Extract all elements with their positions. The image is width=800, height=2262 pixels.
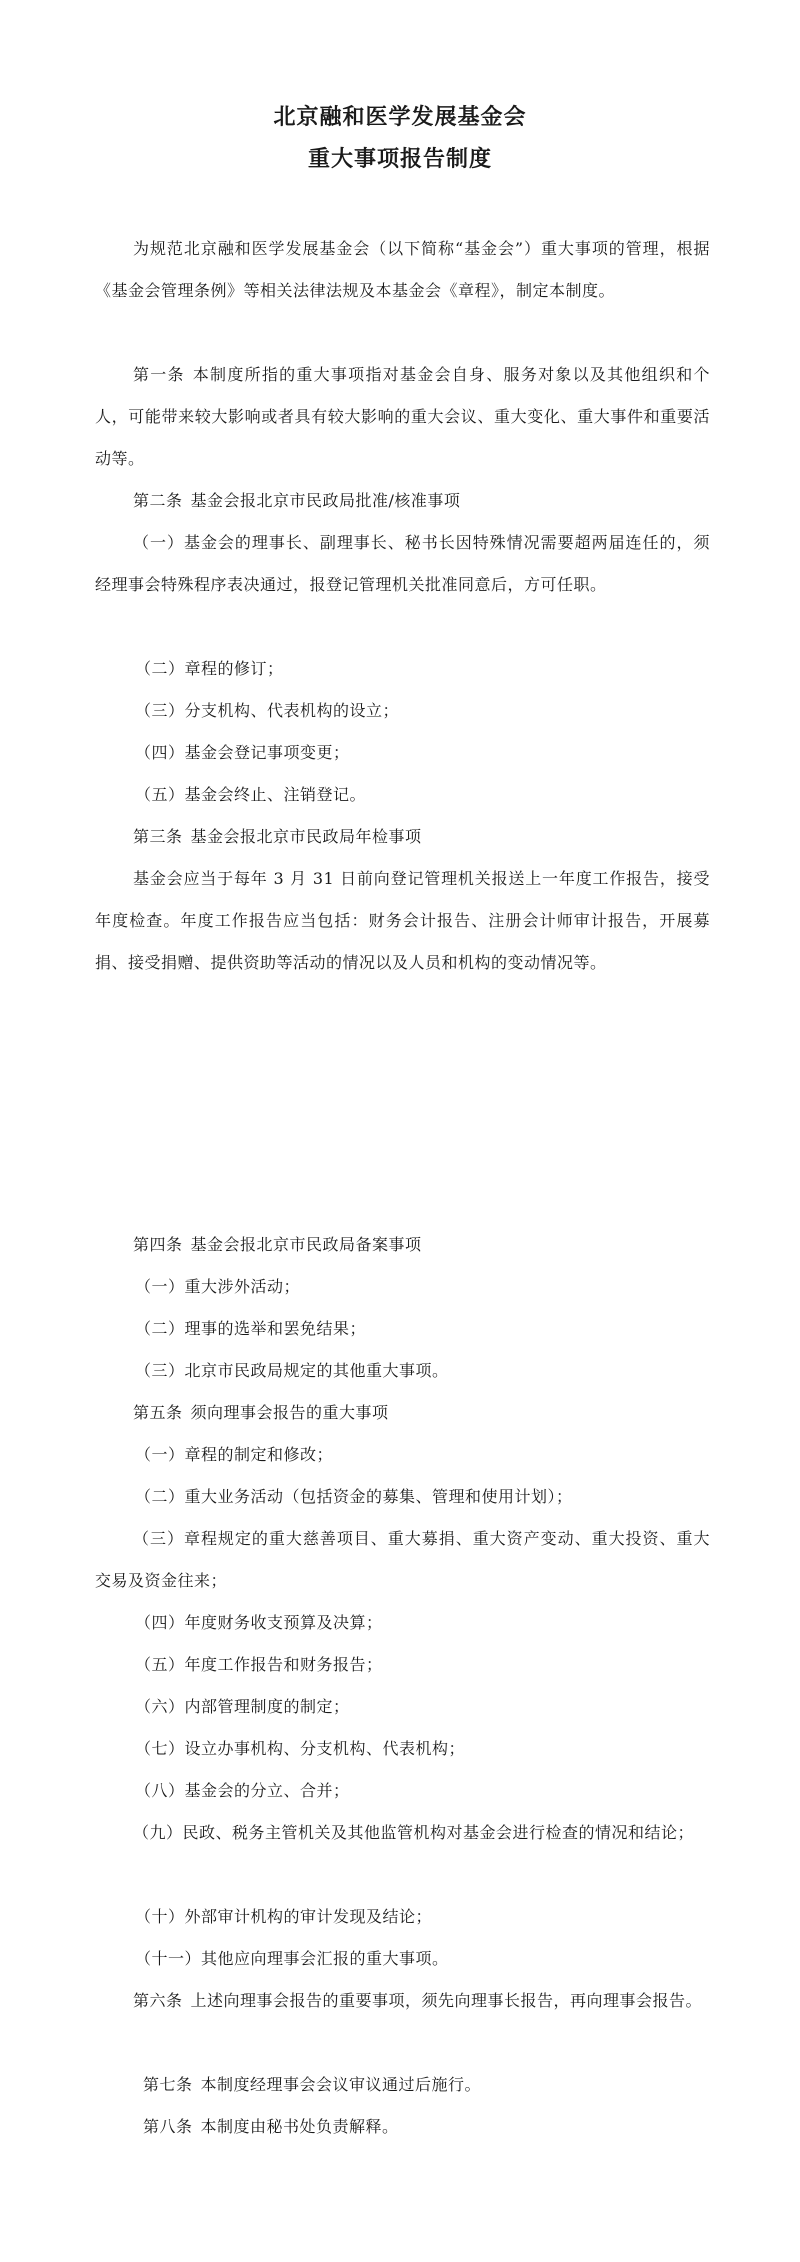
article-4-item-1: （一）重大涉外活动； [135, 1277, 301, 1296]
article-2-item-4: （四）基金会登记事项变更； [135, 743, 350, 762]
article-4-label: 第四条 [133, 1235, 183, 1254]
article-7 [95, 2064, 710, 2106]
article-1 [95, 354, 710, 480]
article-3-label: 第三条 [133, 827, 183, 846]
article-1-text: 本制度所指的重大事项指对基金会自身、服务对象以及其他组织和个人，可能带来较大影响或者具有较大影响的重大会议、重大变化、重大事件和重要活动等。 [95, 365, 710, 468]
article-5-label: 第五条 [133, 1403, 183, 1422]
doc-title-line1: 北京融和医学发展基金会 [273, 104, 527, 130]
article-5-item-10: （十）外部审计机构的审计发现及结论； [135, 1907, 433, 1926]
article-5-item-7: （七）设立办事机构、分支机构、代表机构； [135, 1739, 466, 1758]
article-8-label: 第八条 [143, 2117, 193, 2136]
article-8 [95, 2106, 710, 2148]
article-2-text: 基金会报北京市民政局批准/核准事项 [190, 491, 461, 510]
article-5-item-2: （二）重大业务活动（包括资金的募集、管理和使用计划）； [135, 1487, 573, 1506]
article-3-heading [95, 816, 710, 858]
article-4-text: 基金会报北京市民政局备案事项 [190, 1235, 422, 1254]
article-2-heading [95, 480, 710, 522]
article-5-item-6: （六）内部管理制度的制定； [135, 1697, 350, 1716]
article-2-item-3: （三）分支机构、代表机构的设立； [135, 701, 400, 720]
article-6-text: 上述向理事会报告的重要事项，须先向理事长报告，再向理事会报告。 [190, 1991, 703, 2010]
article-4-item-3: （三）北京市民政局规定的其他重大事项。 [135, 1361, 449, 1380]
article-2-label: 第二条 [133, 491, 183, 510]
article-4-heading [95, 1224, 710, 1266]
article-1-label: 第一条 [133, 365, 185, 384]
article-5-heading [95, 1392, 710, 1434]
article-5-text: 须向理事会报告的重大事项 [190, 1403, 389, 1422]
article-5-item-3: （三）章程规定的重大慈善项目、重大募捐、重大资产变动、重大投资、重大交易及资金往来； [95, 1529, 710, 1590]
article-7-label: 第七条 [143, 2075, 193, 2094]
article-2-item-2: （二）章程的修订； [135, 659, 284, 678]
article-5-item-4: （四）年度财务收支预算及决算； [135, 1613, 383, 1632]
article-5-item-9: （九）民政、税务主管机关及其他监管机构对基金会进行检查的情况和结论； [133, 1823, 695, 1842]
article-3-text: 基金会报北京市民政局年检事项 [190, 827, 422, 846]
doc-title-line2: 重大事项报告制度 [307, 146, 492, 172]
article-2-item-5: （五）基金会终止、注销登记。 [135, 785, 367, 804]
article-5-item-5: （五）年度工作报告和财务报告； [135, 1655, 383, 1674]
article-2-item-1: （一）基金会的理事长、副理事长、秘书长因特殊情况需要超两届连任的，须经理事会特殊程序表决通过，报登记管理机关批准同意后，方可任职。 [95, 533, 710, 594]
article-5-item-8: （八）基金会的分立、合并； [135, 1781, 350, 1800]
article-3-body: 基金会应当于每年 3 月 31 日前向登记管理机关报送上一年度工作报告，接受年度检查。年度工作报告应当包括：财务会计报告、注册会计师审计报告，开展募捐、接受捐赠、提供资助等活动的情况以及人员和机构的变动情况等。 [95, 869, 710, 972]
article-6 [95, 1980, 710, 2022]
article-4-item-2: （二）理事的选举和罢免结果； [135, 1319, 367, 1338]
intro-paragraph: 为规范北京融和医学发展基金会（以下简称“基金会”）重大事项的管理，根据《基金会管理条例》等相关法律法规及本基金会《章程》，制定本制度。 [95, 239, 710, 300]
article-7-text: 本制度经理事会会议审议通过后施行。 [200, 2075, 482, 2094]
article-5-item-1: （一）章程的制定和修改； [135, 1445, 334, 1464]
article-8-text: 本制度由秘书处负责解释。 [200, 2117, 399, 2136]
article-6-label: 第六条 [133, 1991, 183, 2010]
article-5-item-11: （十一）其他应向理事会汇报的重大事项。 [135, 1949, 449, 1968]
